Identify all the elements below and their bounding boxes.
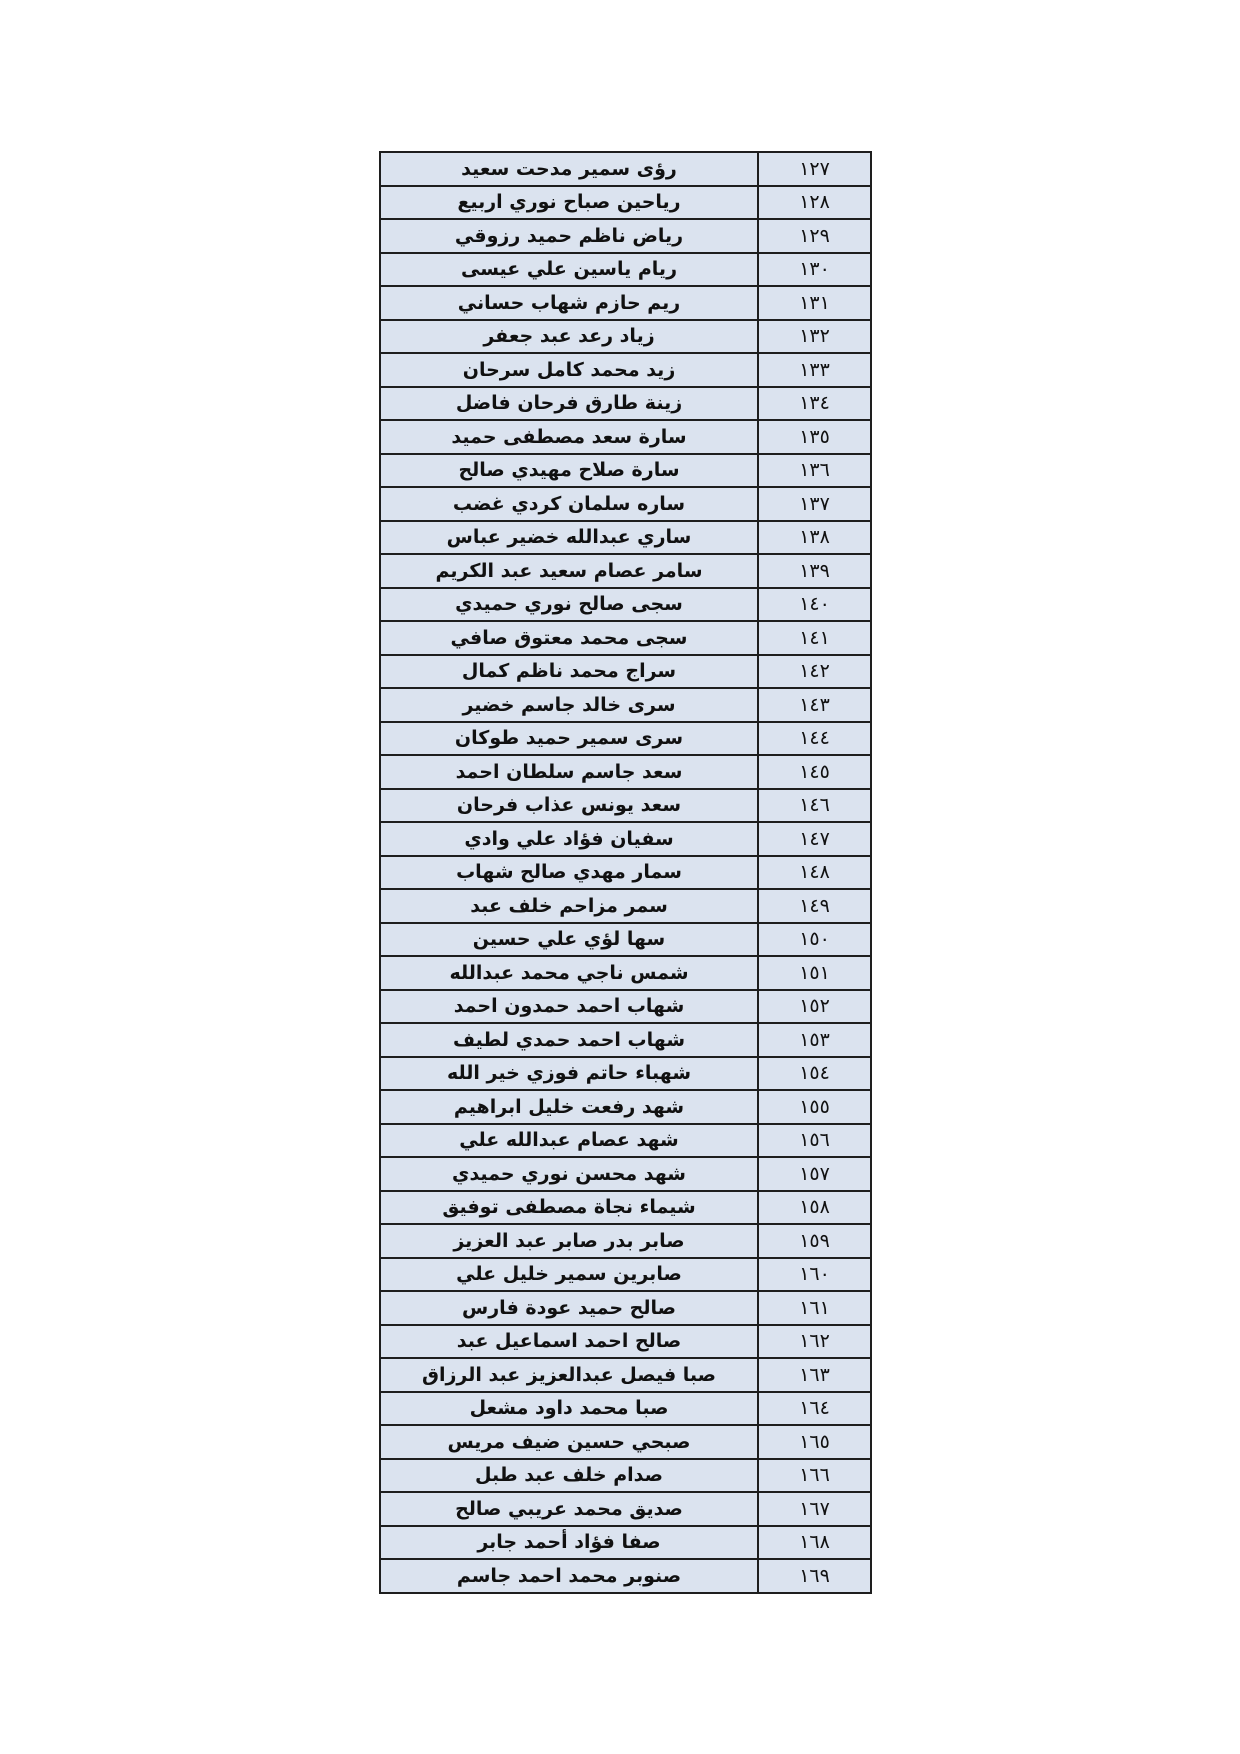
table-row bbox=[380, 655, 871, 689]
name-cell: رياض ناظم حميد رزوقي bbox=[380, 219, 758, 253]
name-cell: ريم حازم شهاب حساني bbox=[380, 286, 758, 320]
name-cell: سراج محمد ناظم كمال bbox=[380, 655, 758, 689]
name-cell: سمار مهدي صالح شهاب bbox=[380, 856, 758, 890]
number-cell: ١٤٥ bbox=[758, 755, 871, 789]
number-cell: ١٤٠ bbox=[758, 588, 871, 622]
name-cell: سرى خالد جاسم خضير bbox=[380, 688, 758, 722]
table-row bbox=[380, 286, 871, 320]
name-cell: سها لؤي علي حسين bbox=[380, 923, 758, 957]
table-row bbox=[380, 1291, 871, 1325]
name-cell: سرى سمير حميد طوكان bbox=[380, 722, 758, 756]
number-cell: ١٥٥ bbox=[758, 1090, 871, 1124]
name-cell: شهد عصام عبدالله علي bbox=[380, 1124, 758, 1158]
number-cell: ١٣٤ bbox=[758, 387, 871, 421]
name-cell: صنوبر محمد احمد جاسم bbox=[380, 1559, 758, 1593]
number-cell: ١٤١ bbox=[758, 621, 871, 655]
name-cell: شهاب احمد حمدون احمد bbox=[380, 990, 758, 1024]
name-cell: سارة سعد مصطفى حميد bbox=[380, 420, 758, 454]
number-cell: ١٦٤ bbox=[758, 1392, 871, 1426]
name-cell: شهد رفعت خليل ابراهيم bbox=[380, 1090, 758, 1124]
table-row bbox=[380, 722, 871, 756]
number-cell: ١٥٦ bbox=[758, 1124, 871, 1158]
table-row bbox=[380, 889, 871, 923]
name-cell: رياحين صباح نوري اربيع bbox=[380, 186, 758, 220]
number-cell: ١٢٨ bbox=[758, 186, 871, 220]
table-row bbox=[380, 1057, 871, 1091]
number-cell: ١٦٧ bbox=[758, 1492, 871, 1526]
number-cell: ١٢٩ bbox=[758, 219, 871, 253]
table-row bbox=[380, 1090, 871, 1124]
table-row bbox=[380, 1392, 871, 1426]
table-row bbox=[380, 353, 871, 387]
table-row bbox=[380, 621, 871, 655]
name-cell: صفا فؤاد أحمد جابر bbox=[380, 1526, 758, 1560]
name-cell: زينة طارق فرحان فاضل bbox=[380, 387, 758, 421]
number-cell: ١٦٥ bbox=[758, 1425, 871, 1459]
table-row bbox=[380, 789, 871, 823]
table-row bbox=[380, 1526, 871, 1560]
table-row bbox=[380, 420, 871, 454]
number-cell: ١٣٦ bbox=[758, 454, 871, 488]
number-cell: ١٦٢ bbox=[758, 1325, 871, 1359]
name-cell: سجى صالح نوري حميدي bbox=[380, 588, 758, 622]
name-cell: شمس ناجي محمد عبدالله bbox=[380, 956, 758, 990]
number-cell: ١٥٨ bbox=[758, 1191, 871, 1225]
name-cell: شيماء نجاة مصطفى توفيق bbox=[380, 1191, 758, 1225]
name-cell: ساره سلمان كردي غضب bbox=[380, 487, 758, 521]
name-cell: سفيان فؤاد علي وادي bbox=[380, 822, 758, 856]
table-row bbox=[380, 990, 871, 1024]
name-cell: شهاب احمد حمدي لطيف bbox=[380, 1023, 758, 1057]
name-cell: سامر عصام سعيد عبد الكريم bbox=[380, 554, 758, 588]
names-table bbox=[379, 151, 872, 1594]
names-table-body bbox=[380, 152, 871, 1593]
name-cell: زيد محمد كامل سرحان bbox=[380, 353, 758, 387]
number-cell: ١٥٢ bbox=[758, 990, 871, 1024]
name-cell: سارة صلاح مهيدي صالح bbox=[380, 454, 758, 488]
table-row bbox=[380, 956, 871, 990]
table-row bbox=[380, 487, 871, 521]
number-cell: ١٥٧ bbox=[758, 1157, 871, 1191]
number-cell: ١٥٤ bbox=[758, 1057, 871, 1091]
number-cell: ١٦٦ bbox=[758, 1459, 871, 1493]
number-cell: ١٦٠ bbox=[758, 1258, 871, 1292]
table-row bbox=[380, 1358, 871, 1392]
name-cell: صبا فيصل عبدالعزيز عبد الرزاق bbox=[380, 1358, 758, 1392]
table-row bbox=[380, 1559, 871, 1593]
table-row bbox=[380, 152, 871, 186]
number-cell: ١٦٨ bbox=[758, 1526, 871, 1560]
number-cell: ١٤٧ bbox=[758, 822, 871, 856]
name-cell: ريام ياسين علي عيسى bbox=[380, 253, 758, 287]
number-cell: ١٤٣ bbox=[758, 688, 871, 722]
number-cell: ١٣٢ bbox=[758, 320, 871, 354]
number-cell: ١٣٧ bbox=[758, 487, 871, 521]
name-cell: سمر مزاحم خلف عبد bbox=[380, 889, 758, 923]
table-row bbox=[380, 1425, 871, 1459]
table-row bbox=[380, 1124, 871, 1158]
table-row bbox=[380, 1492, 871, 1526]
table-row bbox=[380, 688, 871, 722]
name-cell: سجى محمد معتوق صافي bbox=[380, 621, 758, 655]
table-row bbox=[380, 1459, 871, 1493]
table-row bbox=[380, 1325, 871, 1359]
name-cell: صدام خلف عبد طبل bbox=[380, 1459, 758, 1493]
table-row bbox=[380, 454, 871, 488]
number-cell: ١٣٣ bbox=[758, 353, 871, 387]
number-cell: ١٤٦ bbox=[758, 789, 871, 823]
table-row bbox=[380, 186, 871, 220]
name-cell: سعد جاسم سلطان احمد bbox=[380, 755, 758, 789]
number-cell: ١٤٩ bbox=[758, 889, 871, 923]
table-row bbox=[380, 588, 871, 622]
table-row bbox=[380, 521, 871, 555]
number-cell: ١٣٥ bbox=[758, 420, 871, 454]
table-row bbox=[380, 1258, 871, 1292]
table-row bbox=[380, 755, 871, 789]
name-cell: صالح احمد اسماعيل عبد bbox=[380, 1325, 758, 1359]
number-cell: ١٥١ bbox=[758, 956, 871, 990]
name-cell: شهباء حاتم فوزي خير الله bbox=[380, 1057, 758, 1091]
name-cell: صبحي حسين ضيف مريس bbox=[380, 1425, 758, 1459]
table-row bbox=[380, 1224, 871, 1258]
name-cell: زياد رعد عبد جعفر bbox=[380, 320, 758, 354]
name-cell: شهد محسن نوري حميدي bbox=[380, 1157, 758, 1191]
name-cell: صبا محمد داود مشعل bbox=[380, 1392, 758, 1426]
name-cell: سعد يونس عذاب فرحان bbox=[380, 789, 758, 823]
number-cell: ١٣٠ bbox=[758, 253, 871, 287]
name-cell: صالح حميد عودة فارس bbox=[380, 1291, 758, 1325]
table-row bbox=[380, 923, 871, 957]
table-row bbox=[380, 856, 871, 890]
number-cell: ١٤٢ bbox=[758, 655, 871, 689]
name-cell: صابر بدر صابر عبد العزيز bbox=[380, 1224, 758, 1258]
number-cell: ١٣٨ bbox=[758, 521, 871, 555]
table-row bbox=[380, 554, 871, 588]
number-cell: ١٥٠ bbox=[758, 923, 871, 957]
number-cell: ١٦٩ bbox=[758, 1559, 871, 1593]
name-cell: ساري عبدالله خضير عباس bbox=[380, 521, 758, 555]
number-cell: ١٥٩ bbox=[758, 1224, 871, 1258]
table-row bbox=[380, 253, 871, 287]
number-cell: ١٦٣ bbox=[758, 1358, 871, 1392]
number-cell: ١٤٤ bbox=[758, 722, 871, 756]
table-row bbox=[380, 1157, 871, 1191]
number-cell: ١٣١ bbox=[758, 286, 871, 320]
number-cell: ١٦١ bbox=[758, 1291, 871, 1325]
table-row bbox=[380, 1023, 871, 1057]
number-cell: ١٢٧ bbox=[758, 152, 871, 186]
table-row bbox=[380, 1191, 871, 1225]
table-row bbox=[380, 219, 871, 253]
number-cell: ١٣٩ bbox=[758, 554, 871, 588]
name-cell: رؤى سمير مدحت سعيد bbox=[380, 152, 758, 186]
table-row bbox=[380, 387, 871, 421]
table-row bbox=[380, 822, 871, 856]
name-cell: صابرين سمير خليل علي bbox=[380, 1258, 758, 1292]
table-row bbox=[380, 320, 871, 354]
number-cell: ١٥٣ bbox=[758, 1023, 871, 1057]
name-cell: صديق محمد عريبي صالح bbox=[380, 1492, 758, 1526]
number-cell: ١٤٨ bbox=[758, 856, 871, 890]
